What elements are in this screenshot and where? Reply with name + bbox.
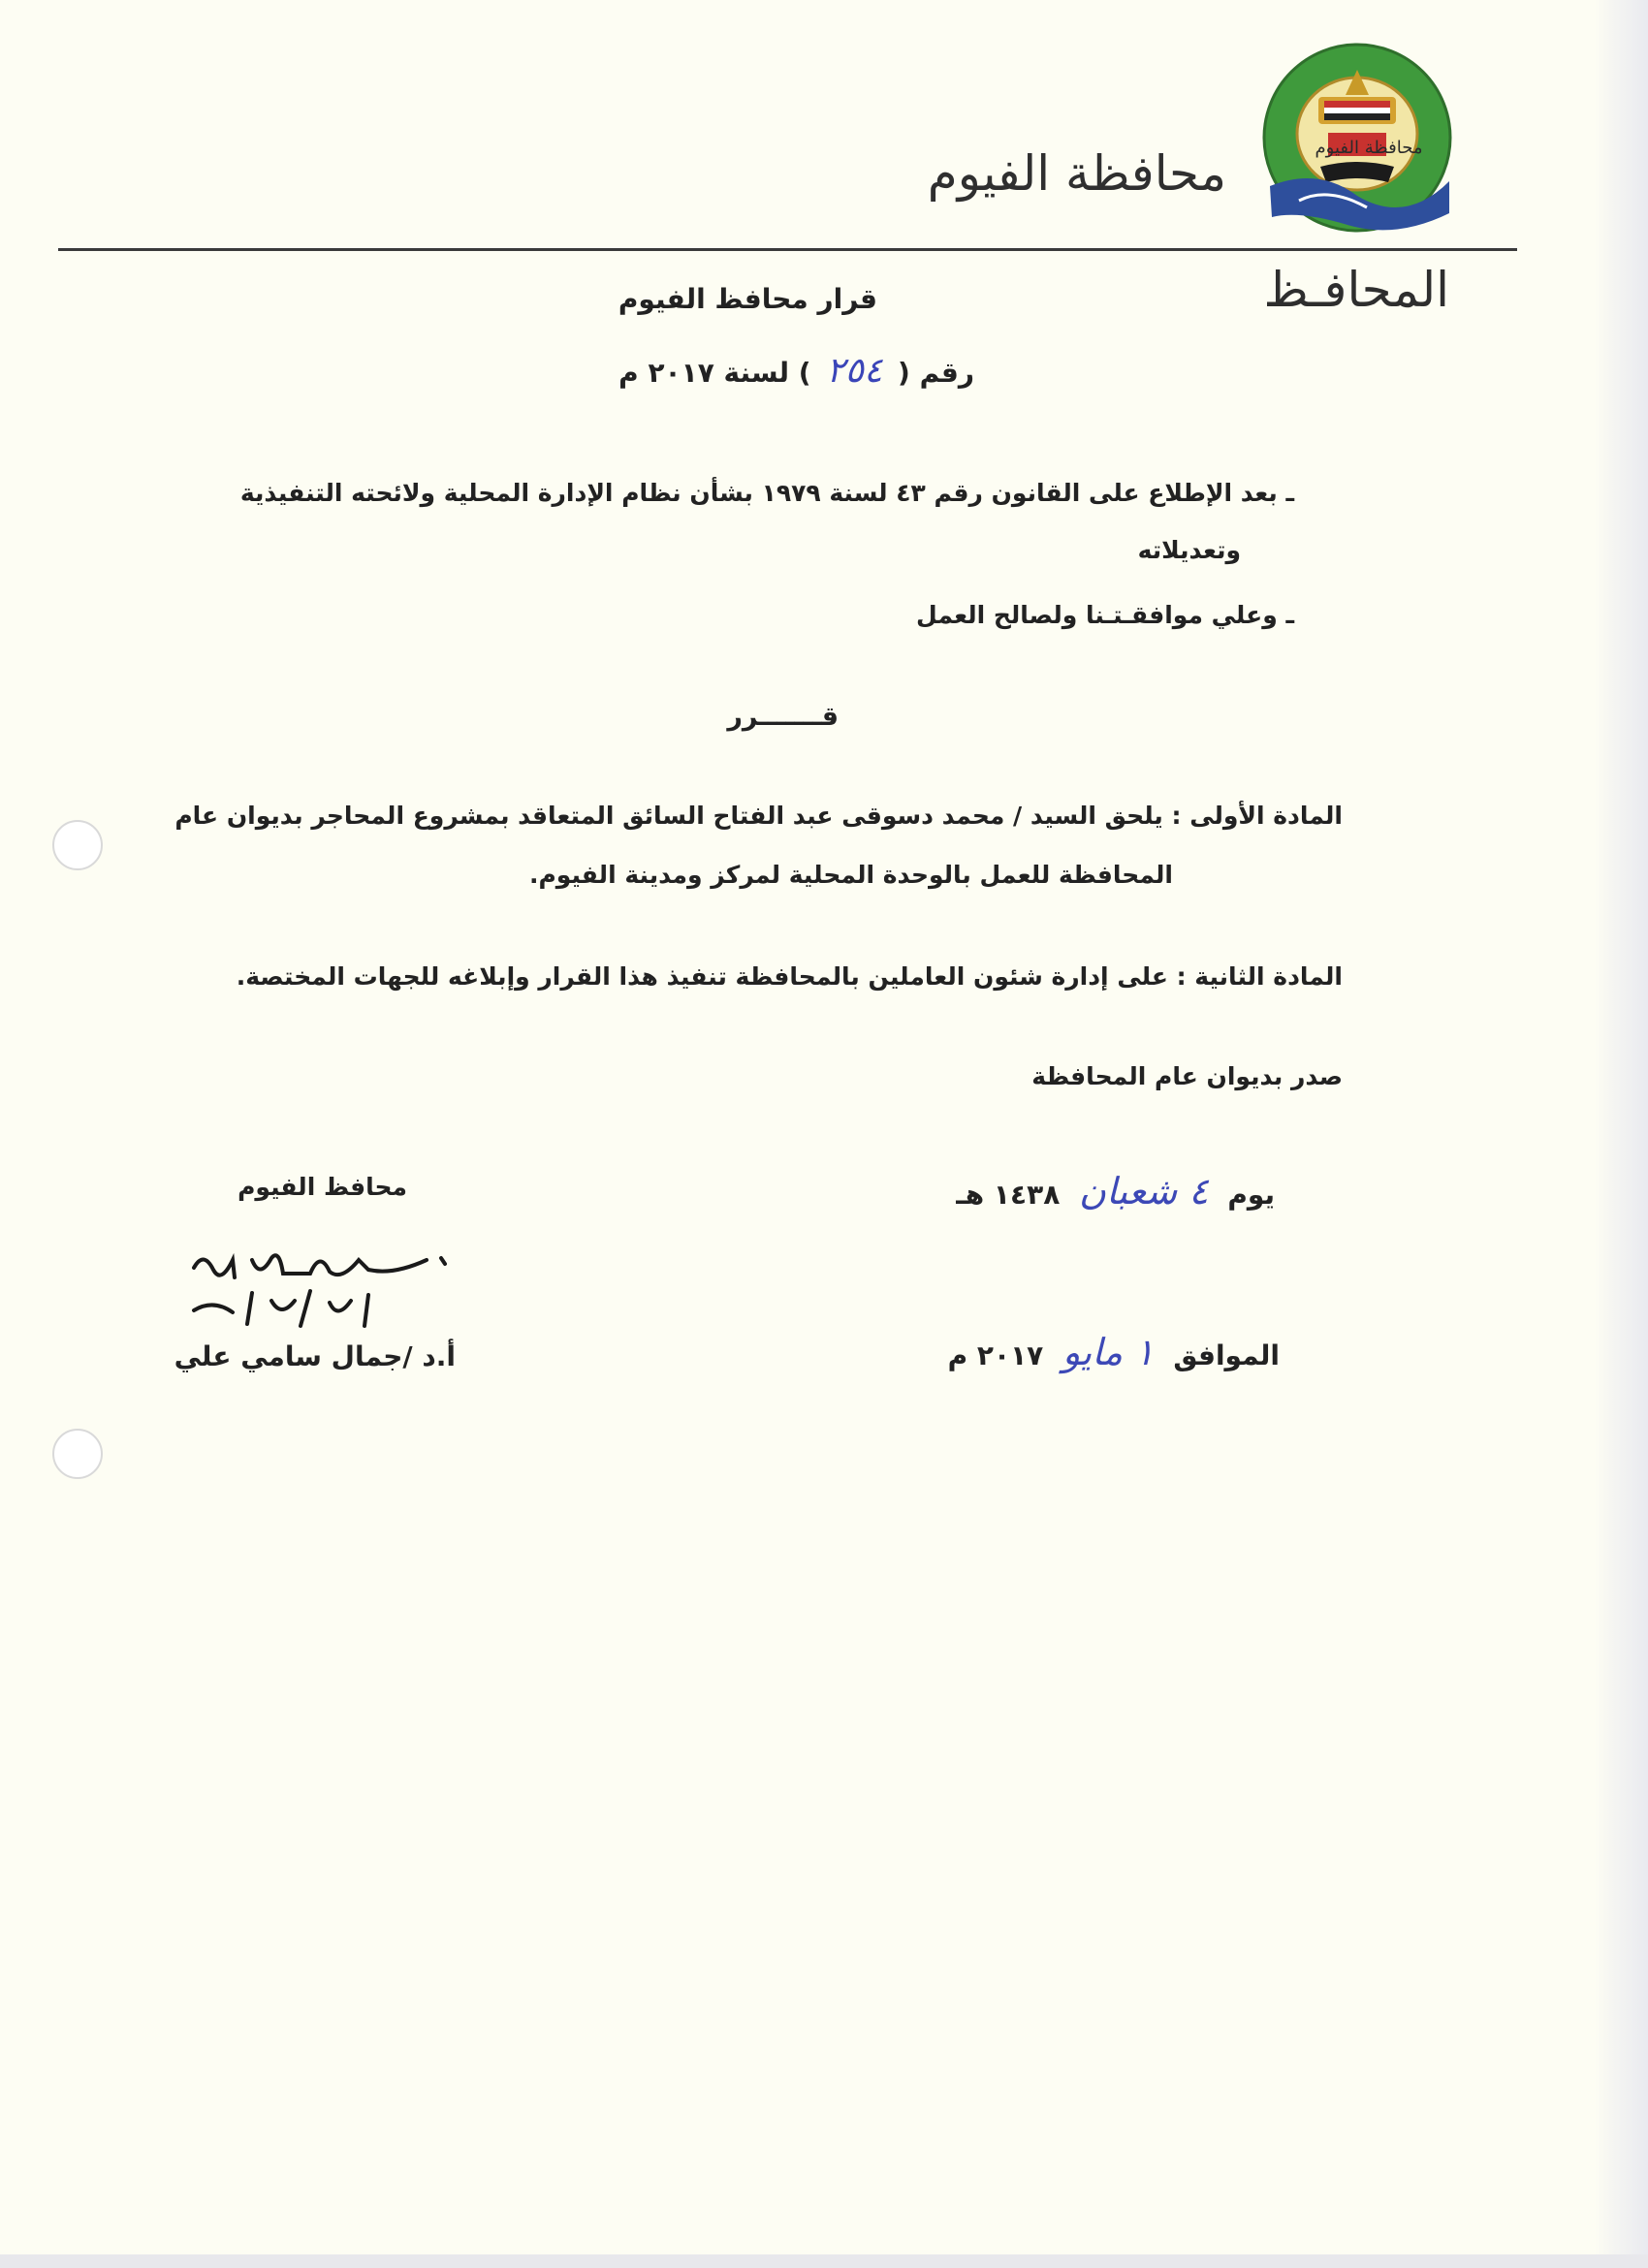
organization-name: محافظة الفيوم	[927, 145, 1226, 202]
decision-number: ٢٥٤	[826, 351, 883, 391]
preamble-law-reference-cont: وتعديلاته	[1137, 536, 1241, 564]
date-greg-handwritten: ١ مايو	[1062, 1331, 1155, 1373]
decision-number-prefix: رقم (	[898, 357, 974, 389]
date-hijri-year: ١٤٣٨ هـ	[956, 1179, 1061, 1211]
decision-number-suffix: ) لسنة ٢٠١٧ م	[618, 357, 811, 389]
governorate-logo	[1260, 41, 1454, 235]
date-hijri-prefix: يوم	[1227, 1179, 1275, 1211]
article-second: المادة الثانية : على إدارة شئون العاملين بالمحافظة تنفيذ هذا القرار وإبلاغه للجهات المختصة.	[236, 962, 1343, 991]
date-greg-year: ٢٠١٧ م	[947, 1339, 1044, 1371]
logo-text: محافظة الفيوم	[1315, 138, 1423, 158]
scan-right-edge	[1595, 0, 1648, 2268]
preamble-law-reference: ـ بعد الإطلاع على القانون رقم ٤٣ لسنة ١٩٧٩ بشأن نظام الإدارة المحلية ولائحته التنفيذية	[239, 479, 1294, 507]
header-divider	[58, 248, 1517, 251]
article-first-cont: المحافظة للعمل بالوحدة المحلية لمركز ومدينة الفيوم.	[528, 861, 1173, 889]
office-label: المحافـظ	[1263, 262, 1449, 318]
date-hijri	[693, 1170, 1275, 1213]
scan-bottom-edge	[0, 2254, 1648, 2268]
punch-hole-top	[52, 820, 103, 870]
signatory-name: أ.د /جمال سامي علي	[174, 1340, 456, 1372]
handwritten-signature	[174, 1231, 456, 1338]
date-hijri-handwritten: ٤ شعبان	[1079, 1170, 1209, 1213]
signatory-title: محافظ الفيوم	[238, 1173, 407, 1201]
date-greg-prefix: الموافق	[1173, 1339, 1280, 1371]
preamble-approval: ـ وعلي موافقـتـنا ولصالح العمل	[916, 601, 1294, 629]
article-first: المادة الأولى : يلحق السيد / محمد دسوقى عبد الفتاح السائق المتعاقد بمشروع المحاجر بديوان عام	[174, 802, 1343, 830]
decision-number-line	[393, 351, 974, 391]
punch-hole-bottom	[52, 1429, 103, 1479]
date-gregorian	[601, 1331, 1280, 1373]
decides-heading: قـــــــرر	[727, 702, 839, 732]
decision-title: قرار محافظ الفيوم	[618, 283, 877, 315]
issued-at: صدر بديوان عام المحافظة	[1031, 1062, 1343, 1090]
